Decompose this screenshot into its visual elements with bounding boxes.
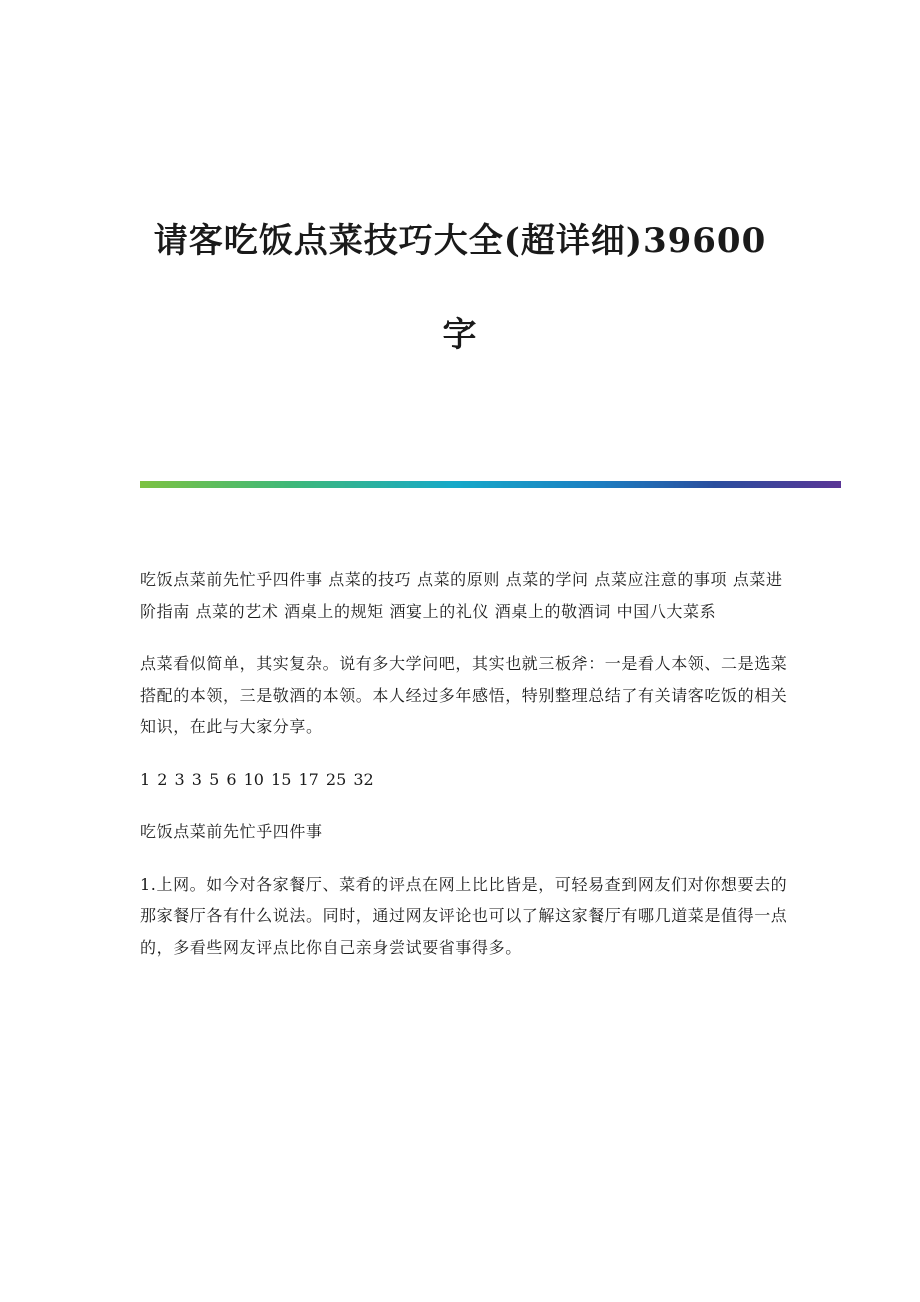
gradient-divider [140, 481, 841, 488]
body-paragraph: 1.上网。如今对各家餐厅、菜肴的评点在网上比比皆是，可轻易查到网友们对你想要去的那家餐厅各有什么说法。同时，通过网友评论也可以了解这家餐厅有哪几道菜是值得一点的，多看些网友评点比你自己亲身尝试要省事得多。 [140, 874, 788, 957]
page-numbers-line: 1 2 3 3 5 6 10 15 17 25 32 [140, 769, 374, 789]
document-title-line-2: 字 [442, 315, 478, 355]
intro-paragraph: 点菜看似简单，其实复杂。说有多大学问吧，其实也就三板斧：一是看人本领、二是选菜搭配的本领，三是敬酒的本领。本人经过多年感悟，特别整理总结了有关请客吃饭的相关知识，在此与大家分享。 [140, 654, 788, 736]
section-heading: 吃饭点菜前先忙乎四件事 [140, 822, 323, 841]
document-title-line-1: 请客吃饭点菜技巧大全(超详细)39600 [153, 221, 767, 261]
toc-paragraph: 吃饭点菜前先忙乎四件事 点菜的技巧 点菜的原则 点菜的学问 点菜应注意的事项 点菜进阶指南 点菜的艺术 酒桌上的规矩 酒宴上的礼仪 酒桌上的敬酒词 中国八大菜系 [140, 570, 783, 621]
document-body [140, 564, 790, 984]
